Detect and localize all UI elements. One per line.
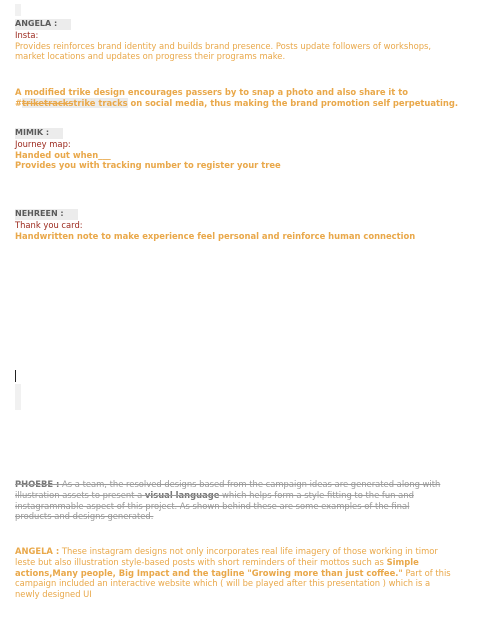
hashtag-inserted: trike tracks: [73, 97, 128, 108]
speaker-label-phoebe: PHOEBE :: [15, 479, 60, 489]
journey-line-2: Provides you with tracking number to register your tree: [15, 160, 281, 171]
margin-indicator-top: [15, 4, 21, 16]
speaker-label-angela-2: ANGELA :: [15, 546, 60, 556]
angela-closing-line-4: campaign included an interactive website which ( will be played after this presentation ) which is a: [15, 578, 431, 589]
hashtag-deleted: triketracks: [22, 97, 74, 108]
phoebe-line-3: instagrammable aspect of this project. As shown behind these are some examples of the final: [15, 500, 410, 511]
angela-closing-line-5: newly designed UI: [15, 589, 92, 600]
tagline-emphasis: actions,Many people, Big Impact and the tagline "Growing more than just coffee.": [15, 567, 403, 578]
topic-thank-you-card: Thank you card:: [15, 219, 83, 230]
angela-section: [15, 19, 480, 62]
text-cursor: [15, 370, 16, 382]
trike-line-2: #triketrackstrike tracks on social media, thus making the brand promotion self perpetuating.: [15, 97, 459, 108]
simple-emphasis: Simple: [386, 556, 419, 567]
visual-language-emphasis: visual language: [144, 489, 220, 500]
insta-description-line-1: Provides reinforces brand identity and builds brand presence. Posts update followers of workshops,: [15, 40, 432, 51]
topic-insta: Insta:: [15, 29, 39, 40]
nehreen-section: [15, 209, 480, 241]
speaker-label-mimik: MIMIK :: [15, 128, 63, 139]
phoebe-line-4: products and designs generated.: [15, 511, 154, 522]
topic-journey-map: Journey map:: [15, 138, 71, 149]
speaker-label-angela: ANGELA :: [15, 19, 71, 30]
speaker-label-nehreen: NEHREEN :: [15, 209, 78, 220]
thank-you-line-1: Handwritten note to make experience feel personal and reinforce human connection: [15, 230, 416, 241]
mimik-section: [15, 128, 480, 171]
phoebe-section: PHOEBE : As a team, the resolved designs based from the campaign ideas are generated along with illustration assets to present a visual language which helps form a style fitting to the fun and instagrammable aspect of this project. As shown behind these are some examples of the final products and designs generated.: [15, 479, 480, 522]
trike-line-1: A modified trike design encourages passers by to snap a photo and also share it to: [15, 87, 408, 97]
margin-indicator-bottom: [15, 384, 21, 410]
angela-closing-section: ANGELA : These instagram designs not only incorporates real life imagery of those working in timor leste but also illustration style-based posts with short reminders of their mottos such as Simple actions,Many people, Big Impact and the tagline "Growing more than just coffee." Part of this campaign included an interactive website which ( will be played after this presentation ) which is a newly designed UI: [15, 546, 480, 600]
trike-paragraph: [15, 87, 480, 109]
insta-description-line-2: market locations and updates on progress their programs make.: [15, 51, 286, 62]
journey-line-1: Handed out when___: [15, 149, 111, 160]
